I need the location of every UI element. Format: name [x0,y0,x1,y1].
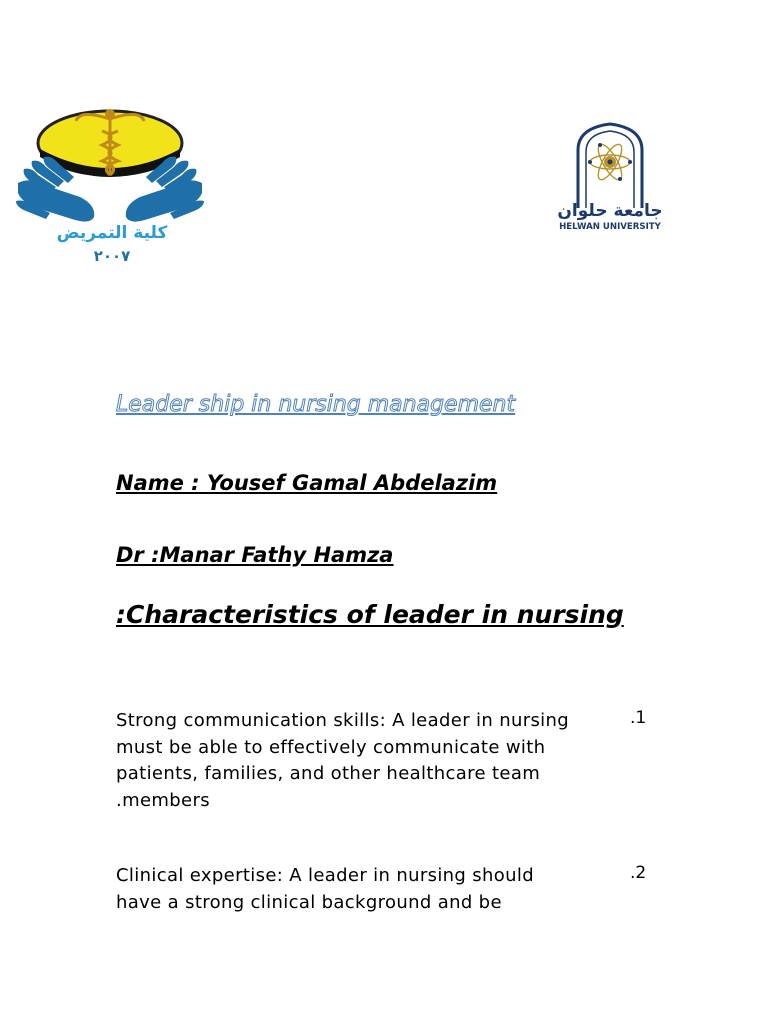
helwan-logo-english-text: HELWAN UNIVERSITY [559,222,661,232]
helwan-logo-graphic [552,122,670,240]
nursing-logo-year: ٢٠٠٧ [93,247,131,265]
list-item-line: Clinical expertise: A leader in nursing should [116,865,535,886]
doctor-name-line: Dr :Manar Fathy Hamza [116,543,394,567]
list-item-number: .2 [630,863,647,883]
list-item [116,863,656,916]
student-name-line: Name : Yousef Gamal Abdelazim [116,471,498,495]
list-item-number: .1 [630,708,647,728]
helwan-university-logo [552,122,670,240]
faculty-of-nursing-logo [10,105,215,270]
list-item-line: .members [116,789,210,811]
nursing-logo-graphic [10,105,215,270]
list-item-line: Strong communication skills: A leader in nursing [116,710,570,731]
list-item [116,708,656,814]
list-item-line: must be able to effectively communicate with [116,736,546,758]
helwan-logo-arabic-text: جامعة حلوان [557,201,663,221]
list-item-text [116,708,621,814]
list-item-line: have a strong clinical background and be [116,891,502,913]
nursing-logo-arabic-text: كلية التمريض [56,223,168,243]
section-heading: :Characteristics of leader in nursing [116,600,624,629]
list-item-line: patients, families, and other healthcare team [116,763,541,784]
document-title: Leader ship in nursing management [116,392,516,417]
list-item-text [116,863,621,916]
